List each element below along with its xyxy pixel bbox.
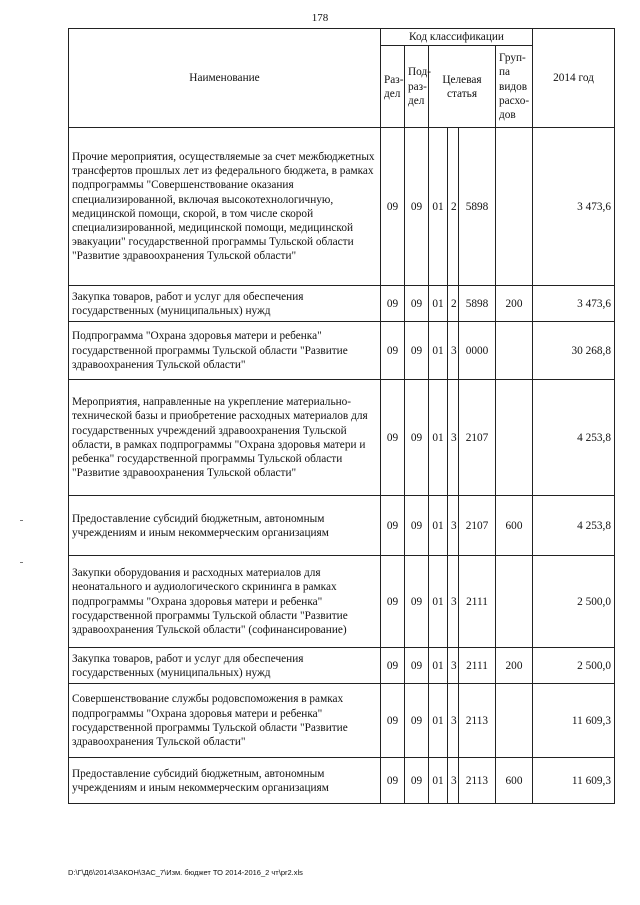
- row-target-program-cell: 01: [429, 684, 448, 758]
- row-amount-cell: 2 500,0: [533, 648, 615, 684]
- row-expense-group-cell: [496, 322, 533, 380]
- row-amount-cell: 11 609,3: [533, 758, 615, 804]
- row-amount-cell: 11 609,3: [533, 684, 615, 758]
- row-target-program-cell: 01: [429, 648, 448, 684]
- row-target-subprogram-cell: 3: [448, 496, 459, 556]
- row-target-subprogram-cell: 3: [448, 648, 459, 684]
- row-podrazdel-cell: 09: [405, 648, 429, 684]
- row-name-cell: Прочие мероприятия, осуществляемые за счет межбюджетных трансфертов прошлых лет из федерального бюджета, в рамках подпрограммы "Совершенствование оказания специализированной, включая высокотехнологичную, медицинской помощи, скорой, в том числе скорой специализированной, медицинской помощи, медицинской эвакуации" государственной программы Тульской области "Развитие здравоохранения Тульской области": [69, 128, 381, 286]
- row-amount-cell: 2 500,0: [533, 556, 615, 648]
- row-razdel-cell: 09: [381, 684, 405, 758]
- row-target-direction-cell: 5898: [459, 128, 496, 286]
- row-name-cell: Закупка товаров, работ и услуг для обеспечения государственных (муниципальных) нужд: [69, 286, 381, 322]
- table-row: [69, 128, 615, 286]
- row-razdel-cell: 09: [381, 758, 405, 804]
- row-expense-group-cell: [496, 380, 533, 496]
- table-row: [69, 684, 615, 758]
- table-row: [69, 556, 615, 648]
- row-name-cell: Подпрограмма "Охрана здоровья матери и ребенка" государственной программы Тульской области "Развитие здравоохранения Тульской области": [69, 322, 381, 380]
- row-name-cell: Совершенствование службы родовспоможения в рамках подпрограммы "Охрана здоровья матери и ребенка" государственной программы Тульской области "Развитие здравоохранения Тульской области": [69, 684, 381, 758]
- row-target-subprogram-cell: 3: [448, 684, 459, 758]
- row-target-subprogram-cell: 3: [448, 758, 459, 804]
- row-expense-group-cell: [496, 556, 533, 648]
- table-row: [69, 322, 615, 380]
- budget-table: [68, 28, 615, 804]
- row-podrazdel-cell: 09: [405, 496, 429, 556]
- table-row: [69, 496, 615, 556]
- row-target-direction-cell: 2107: [459, 380, 496, 496]
- row-name-cell: Предоставление субсидий бюджетным, автономным учреждениям и иным некоммерческим организациям: [69, 758, 381, 804]
- table-row: [69, 286, 615, 322]
- row-podrazdel-cell: 09: [405, 380, 429, 496]
- row-podrazdel-cell: 09: [405, 556, 429, 648]
- row-target-program-cell: 01: [429, 556, 448, 648]
- row-target-program-cell: 01: [429, 286, 448, 322]
- column-header-podrazdel: Под- раз- дел: [405, 46, 429, 128]
- row-target-program-cell: 01: [429, 322, 448, 380]
- row-expense-group-cell: 200: [496, 286, 533, 322]
- table-row: [69, 758, 615, 804]
- row-podrazdel-cell: 09: [405, 684, 429, 758]
- row-razdel-cell: 09: [381, 496, 405, 556]
- row-amount-cell: 4 253,8: [533, 496, 615, 556]
- row-expense-group-cell: [496, 128, 533, 286]
- row-name-cell: Мероприятия, направленные на укрепление материально-технической базы и приобретение расходных материалов для государственных учреждений здравоохранения Тульской области, в рамках подпрограммы "Охрана здоровья матери и ребенка" государственной программы Тульской области "Развитие здравоохранения Тульской области": [69, 380, 381, 496]
- column-header-celevaya: Целевая статья: [429, 46, 496, 128]
- row-amount-cell: 3 473,6: [533, 128, 615, 286]
- row-podrazdel-cell: 09: [405, 758, 429, 804]
- row-target-subprogram-cell: 3: [448, 556, 459, 648]
- scan-mark: [20, 562, 23, 563]
- column-header-gruppa: Груп- па видов расхо- дов: [496, 46, 533, 128]
- row-target-direction-cell: 2111: [459, 556, 496, 648]
- row-amount-cell: 30 268,8: [533, 322, 615, 380]
- row-razdel-cell: 09: [381, 648, 405, 684]
- row-target-subprogram-cell: 2: [448, 286, 459, 322]
- row-target-direction-cell: 2107: [459, 496, 496, 556]
- row-razdel-cell: 09: [381, 128, 405, 286]
- row-amount-cell: 4 253,8: [533, 380, 615, 496]
- row-name-cell: Закупка товаров, работ и услуг для обеспечения государственных (муниципальных) нужд: [69, 648, 381, 684]
- column-header-name: Наименование: [69, 29, 381, 128]
- row-expense-group-cell: 600: [496, 496, 533, 556]
- table-row: [69, 380, 615, 496]
- row-amount-cell: 3 473,6: [533, 286, 615, 322]
- row-target-subprogram-cell: 3: [448, 322, 459, 380]
- row-razdel-cell: 09: [381, 556, 405, 648]
- row-razdel-cell: 09: [381, 286, 405, 322]
- row-target-direction-cell: 2111: [459, 648, 496, 684]
- page-number: 178: [311, 12, 329, 24]
- row-target-program-cell: 01: [429, 128, 448, 286]
- row-name-cell: Закупки оборудования и расходных материалов для неонатального и аудиологического скрининга в рамках подпрограммы "Охрана здоровья матери и ребенка" государственной программы Тульской области "Развитие здравоохранения Тульской области" (софинансирование): [69, 556, 381, 648]
- row-expense-group-cell: 200: [496, 648, 533, 684]
- row-target-direction-cell: 0000: [459, 322, 496, 380]
- row-target-direction-cell: 5898: [459, 286, 496, 322]
- row-name-cell: Предоставление субсидий бюджетным, автономным учреждениям и иным некоммерческим организациям: [69, 496, 381, 556]
- row-podrazdel-cell: 09: [405, 322, 429, 380]
- row-razdel-cell: 09: [381, 322, 405, 380]
- row-target-program-cell: 01: [429, 496, 448, 556]
- table-row: [69, 648, 615, 684]
- row-razdel-cell: 09: [381, 380, 405, 496]
- row-target-direction-cell: 2113: [459, 684, 496, 758]
- row-expense-group-cell: 600: [496, 758, 533, 804]
- column-header-year: 2014 год: [533, 29, 615, 128]
- row-target-program-cell: 01: [429, 380, 448, 496]
- row-target-subprogram-cell: 3: [448, 380, 459, 496]
- row-expense-group-cell: [496, 684, 533, 758]
- header-row: [69, 29, 615, 46]
- row-podrazdel-cell: 09: [405, 286, 429, 322]
- row-target-program-cell: 01: [429, 758, 448, 804]
- row-podrazdel-cell: 09: [405, 128, 429, 286]
- scan-mark: [20, 520, 23, 521]
- row-target-subprogram-cell: 2: [448, 128, 459, 286]
- column-header-code: Код классификации: [381, 29, 533, 46]
- column-header-razdel: Раз- дел: [381, 46, 405, 128]
- row-target-direction-cell: 2113: [459, 758, 496, 804]
- footer-file-path: D:\Г\Д6\2014\ЗАКОН\ЗАС_7\Изм. бюджет ТО 2014-2016_2 чт\pr2.xls: [68, 868, 303, 877]
